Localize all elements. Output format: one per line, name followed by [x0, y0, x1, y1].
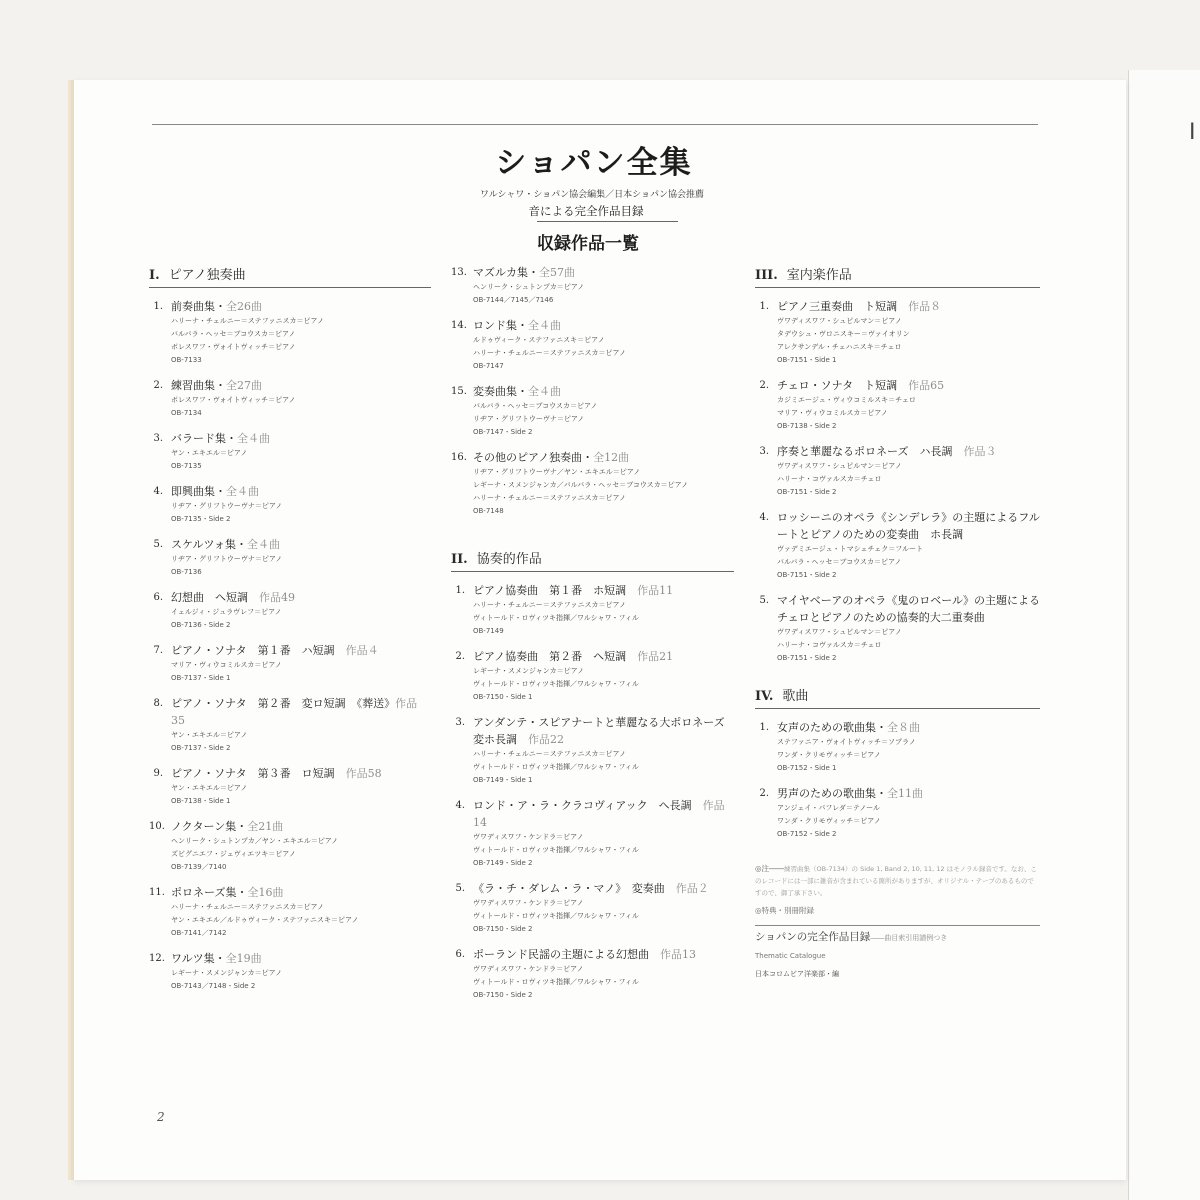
work-number: 作品21 — [637, 650, 674, 663]
item-title — [473, 264, 734, 281]
performer-line: ヤン・エキエル＝ピアノ — [171, 731, 248, 739]
performer-line: ハリーナ・チェルニー＝ステファニスカ＝ピアノ — [171, 903, 324, 911]
item-number: 1. — [759, 722, 769, 733]
item-title — [473, 383, 734, 400]
work-number: 作品11 — [637, 584, 674, 597]
performer-line: ヴワディスワフ・ケンドラ＝ピアノ — [473, 899, 584, 907]
catalogue-block — [755, 925, 1040, 980]
performer-line: マリア・ヴィウコミルスカ＝ピアノ — [777, 409, 888, 417]
work-number: 作品２ — [675, 882, 709, 895]
list-item — [149, 950, 431, 993]
performer-line: バルバラ・ヘッセ＝ブコウスカ＝ピアノ — [473, 402, 598, 410]
item-title — [473, 449, 734, 466]
section-heading — [451, 548, 734, 572]
item-number: 2. — [759, 788, 769, 799]
item-number: 12. — [149, 953, 165, 964]
notes-block — [755, 863, 1040, 980]
item-title — [171, 589, 431, 606]
facing-page-fragment: I — [1189, 120, 1196, 145]
list-item — [755, 719, 1040, 775]
list-item — [149, 377, 431, 420]
section-title: 歌曲 — [782, 689, 809, 704]
section-heading — [755, 264, 1040, 288]
item-title-text: ノクターン集・ — [171, 820, 248, 833]
section-title: ピアノ独奏曲 — [168, 268, 246, 283]
item-title-text: ピアノ三重奏曲 ト短調 — [777, 300, 909, 313]
performer-line: アレクサンデル・チェハニスキ＝チェロ — [777, 343, 902, 351]
performer-line: ワンダ・クリモヴィッチ＝ピアノ — [777, 751, 881, 759]
item-title — [777, 509, 1040, 543]
work-number: 全26曲 — [226, 300, 262, 313]
item-title-text: チェロ・ソナタ ト短調 — [777, 379, 909, 392]
item-title-text: ロンド・ア・ラ・クラコヴィアック ヘ長調 — [473, 799, 703, 812]
page-title: ショパン全集 — [495, 145, 693, 181]
performer-line: リヂア・グリフトウーヴナ／ヤン・エキエル＝ピアノ — [473, 468, 641, 476]
item-number: 2. — [455, 651, 465, 662]
item-title-text: ピアノ協奏曲 第２番 ヘ短調 — [473, 650, 638, 663]
performer-line: イェルジィ・ジュラヴレフ＝ピアノ — [171, 608, 282, 616]
catalogue-number: OB-7151・Side 2 — [777, 488, 837, 496]
performer-line: ハリーナ・コヴァルスカ＝チェロ — [777, 641, 882, 649]
item-title-text: マイヤベーアのオペラ《鬼のロベール》の主題による チェロとピアノのための協奏的大二重奏曲 — [777, 594, 1052, 624]
item-title — [777, 719, 1040, 736]
page-number: 2 — [157, 1110, 165, 1124]
performer-line: ヴィトールド・ロヴィツキ指揮／ワルシャワ・フィル — [473, 978, 639, 986]
work-number: 全11曲 — [887, 787, 923, 800]
catalogue-number: OB-7151・Side 2 — [777, 654, 837, 662]
item-title — [777, 298, 1040, 315]
item-title — [777, 377, 1040, 394]
item-title-text: 幻想曲 ヘ短調 — [171, 591, 259, 604]
catalogue-number: OB-7133 — [171, 356, 202, 364]
item-title-text: その他のピアノ独奏曲・ — [473, 451, 594, 464]
item-title-text: バラード集・ — [171, 432, 237, 445]
item-title-text: 変奏曲集・ — [473, 385, 528, 398]
performer-line: バルバラ・ヘッセ＝ブコウスカ＝ピアノ — [777, 558, 902, 566]
publisher: 日本コロムビア洋楽部・編 — [755, 970, 839, 978]
catalogue-number: OB-7149・Side 2 — [473, 859, 533, 867]
performer-line: ハリーナ・コヴァルスカ＝チェロ — [777, 475, 882, 483]
list-item — [149, 695, 431, 755]
work-number: 作品65 — [908, 379, 945, 392]
catalogue-number: OB-7150・Side 2 — [473, 925, 533, 933]
performer-line: リヂア・グリフトウーヴナ＝ピアノ — [171, 555, 283, 563]
item-title-text: 前奏曲集・ — [171, 300, 226, 313]
top-rule — [152, 124, 1038, 125]
work-number: 全４曲 — [226, 485, 259, 498]
list-item — [451, 582, 734, 638]
performer-line: ヤン・エキエル／ルドゥヴィーク・ステファニスキ＝ピアノ — [171, 916, 359, 924]
performer-line: ヤン・エキエル＝ピアノ — [171, 784, 248, 792]
item-number: 4. — [455, 800, 465, 811]
item-title-text: ピアノ協奏曲 第１番 ホ短調 — [473, 584, 638, 597]
list-item — [149, 483, 431, 526]
item-number: 1. — [759, 301, 769, 312]
performer-line: ヴァデミエージュ・トマシェチェク＝フルート — [777, 545, 924, 553]
performer-line: レギーナ・スメンジャンカ＝ピアノ — [171, 969, 283, 977]
item-title-text: 女声のための歌曲集・ — [777, 721, 887, 734]
item-number: 6. — [455, 949, 465, 960]
item-title — [473, 317, 734, 334]
work-number: 作品４ — [345, 644, 379, 657]
work-number: 全４曲 — [528, 319, 561, 332]
item-title-text: ピアノ・ソナタ 第２番 変ロ短調 《葬送》 — [171, 697, 396, 710]
performer-line: ハリーナ・チェルニー＝ステファニスカ＝ピアノ — [473, 601, 626, 609]
performer-line: ズビグニエフ・ジェヴィエツキ＝ピアノ — [171, 850, 296, 858]
item-title — [171, 884, 431, 901]
catalogue-number: OB-7136・Side 2 — [171, 621, 231, 629]
item-title — [777, 443, 1040, 460]
work-number: 全19曲 — [225, 952, 262, 965]
item-title-text: 練習曲集・ — [171, 379, 226, 392]
note — [755, 863, 1040, 899]
listing-title: 収録作品一覧 — [537, 234, 639, 254]
performer-line: リヂア・グリフトウーヴナ＝ピアノ — [473, 415, 585, 423]
item-title-text: ロンド集・ — [473, 319, 528, 332]
item-title-text: ワルツ集・ — [171, 952, 226, 965]
note-label: ◎注―― — [755, 864, 785, 873]
performer-line: ヴワディスワフ・ケンドラ＝ピアノ — [473, 833, 584, 841]
work-number: 作品49 — [259, 591, 295, 604]
performer-line: アンジェイ・パフレダ＝テノール — [777, 804, 881, 812]
section-number: I. — [149, 268, 160, 283]
item-title — [777, 592, 1052, 626]
column-1 — [149, 264, 431, 1003]
item-number: 3. — [153, 433, 163, 444]
catalogue-number: OB-7149 — [473, 627, 504, 635]
item-number: 10. — [149, 821, 165, 832]
work-number: 作品35 — [171, 697, 418, 727]
catalogue-title-line — [755, 931, 1040, 944]
work-number: 全57曲 — [539, 266, 575, 279]
item-title — [171, 483, 431, 500]
item-title — [171, 818, 431, 835]
item-number: 5. — [759, 595, 769, 606]
work-number: 作品３ — [963, 445, 997, 458]
performer-line: ハリーナ・チェルニー＝ステファニスカ＝ピアノ — [473, 349, 626, 357]
item-title-text: ロッシーニのオペラ《シンデレラ》の主題によるフルートとピアノのための変奏曲 ホ長調 — [777, 511, 1040, 541]
item-title-text: スケルツォ集・ — [171, 538, 248, 551]
item-number: 3. — [759, 446, 769, 457]
work-number: 全８曲 — [887, 721, 920, 734]
list-item — [149, 298, 431, 367]
list-item — [149, 818, 431, 874]
list-item — [451, 880, 734, 936]
catalogue-number: OB-7151・Side 1 — [777, 356, 837, 364]
item-title — [473, 880, 734, 897]
performer-line: ヴワディスワフ・シュピルマン＝ピアノ — [777, 462, 902, 470]
list-item — [755, 377, 1040, 433]
catalogue-number: OB-7147・Side 2 — [473, 428, 533, 436]
work-number: 作品22 — [528, 733, 564, 746]
list-item — [149, 430, 431, 473]
item-number: 14. — [451, 320, 467, 331]
page-subtitle: ワルシャワ・ショパン協会編集／日本ショパン協会推薦 — [480, 190, 704, 200]
catalogue-number: OB-7150・Side 2 — [473, 991, 533, 999]
list-item — [755, 443, 1040, 499]
bonus-label: ◎特典・別冊附録 — [755, 906, 815, 915]
performer-line: ワンダ・クリモヴィッチ＝ピアノ — [777, 817, 881, 825]
performer-line: ハリーナ・チェルニー＝ステファニスカ＝ピアノ — [171, 317, 324, 325]
catalogue-number: OB-7137・Side 2 — [171, 744, 231, 752]
item-number: 2. — [153, 380, 163, 391]
section-number: II. — [451, 552, 468, 567]
catalogue-number: OB-7149・Side 1 — [473, 776, 533, 784]
performer-line: レギーナ・スメンジャンカ／バルバラ・ヘッセ＝ブコウスカ＝ピアノ — [473, 481, 689, 489]
catalogue-number: OB-7148 — [473, 507, 504, 515]
catalogue-number: OB-7135・Side 2 — [171, 515, 231, 523]
item-title — [473, 946, 734, 963]
item-title — [777, 785, 1040, 802]
performer-line: ヴワディスワフ・シュピルマン＝ピアノ — [777, 628, 902, 636]
item-title — [473, 714, 734, 748]
item-title-text: マズルカ集・ — [473, 266, 539, 279]
performer-line: タデウシュ・ヴロニスキー＝ヴァイオリン — [777, 330, 910, 338]
item-number: 5. — [455, 883, 465, 894]
item-title-text: 《ラ・チ・ダレム・ラ・マノ》 変奏曲 — [473, 882, 676, 895]
catalogue-note: ――曲目索引用譜例つき — [870, 934, 948, 942]
item-title — [171, 536, 431, 553]
item-number: 1. — [153, 301, 163, 312]
performer-line: ヴィトールド・ロヴィツキ指揮／ワルシャワ・フィル — [473, 846, 639, 854]
item-number: 16. — [451, 452, 467, 463]
section-title: 室内楽作品 — [786, 268, 852, 283]
catalogue-number: OB-7150・Side 1 — [473, 693, 533, 701]
performer-line: レギーナ・スメンジャンカ＝ピアノ — [473, 667, 585, 675]
performer-line: ヴィトールド・ロヴィツキ指揮／ワルシャワ・フィル — [473, 680, 639, 688]
note-text: 練習曲集（OB-7134）の Side 1, Band 2, 10, 11, 12 はモノラル録音です。なお、このレコードには一部に雑音が含まれている箇所がありますが、オリジナル・テープのあるものですので、御了承下さい。 — [755, 865, 1037, 897]
performer-line: カジミエージュ・ヴィウコミルスキ＝チェロ — [777, 396, 916, 404]
item-number: 8. — [153, 698, 163, 709]
item-number: 1. — [455, 585, 465, 596]
catalogue-number: OB-7138・Side 1 — [171, 797, 231, 805]
item-title — [171, 298, 431, 315]
work-number: 作品８ — [908, 300, 942, 313]
catalogue-english: Thematic Catalogue — [755, 952, 826, 960]
item-number: 6. — [153, 592, 163, 603]
item-number: 15. — [451, 386, 467, 397]
item-number: 2. — [759, 380, 769, 391]
work-number: 全４曲 — [247, 538, 281, 551]
performer-line: リヂア・グリフトウーヴナ＝ピアノ — [171, 502, 283, 510]
catalogue-number: OB-7152・Side 1 — [777, 764, 837, 772]
item-title-text: ピアノ・ソナタ 第３番 ロ短調 — [171, 767, 346, 780]
catalogue-number: OB-7141／7142 — [171, 929, 227, 937]
section-number: III. — [755, 268, 778, 283]
column-2 — [451, 264, 734, 1012]
item-title — [473, 582, 734, 599]
item-title-text: アンダンテ・スピアナートと華麗なる大ポロネーズ 変ホ長調 — [473, 716, 736, 746]
performer-line: ヴワディスワフ・シュピルマン＝ピアノ — [777, 317, 902, 325]
catalogue-number: OB-7137・Side 1 — [171, 674, 231, 682]
performer-line: ヴィトールド・ロヴィツキ指揮／ワルシャワ・フィル — [473, 912, 639, 920]
list-item — [451, 946, 734, 1002]
item-title-text: ピアノ・ソナタ 第１番 ハ短調 — [171, 644, 346, 657]
item-number: 7. — [153, 645, 163, 656]
item-title — [171, 642, 431, 659]
item-title — [473, 648, 734, 665]
catalogue-number: OB-7136 — [171, 568, 202, 576]
work-number: 全12曲 — [593, 451, 630, 464]
item-title-text: 即興曲集・ — [171, 485, 226, 498]
performer-line: ヘンリーク・シュトンプカ／ヤン・エキエル＝ピアノ — [171, 837, 339, 845]
catalogue-number: OB-7143／7148・Side 2 — [171, 982, 256, 990]
section-title: 協奏的作品 — [476, 552, 542, 567]
list-item — [149, 589, 431, 632]
item-title — [171, 765, 431, 782]
title-rule — [537, 221, 678, 222]
work-number: 全21曲 — [247, 820, 284, 833]
list-item — [451, 797, 734, 870]
section-heading — [755, 685, 1040, 709]
item-title — [473, 797, 734, 831]
performer-line: ハリーナ・チェルニー＝ステファニスカ＝ピアノ — [473, 494, 626, 502]
performer-line: ルドゥヴィーク・ステファニスキ＝ピアノ — [473, 336, 605, 344]
performer-line: バルバラ・ヘッセ＝ブコウスカ＝ピアノ — [171, 330, 296, 338]
catalogue-title: ショパンの完全作品目録 — [755, 931, 871, 943]
list-item — [451, 264, 734, 307]
catalogue-number: OB-7152・Side 2 — [777, 830, 837, 838]
item-number: 4. — [759, 512, 769, 523]
item-title — [171, 695, 431, 729]
work-number: 全16曲 — [247, 886, 284, 899]
item-title — [171, 430, 431, 447]
list-item — [451, 449, 734, 518]
performer-line: ヴィトールド・ロヴィツキ指揮／ワルシャワ・フィル — [473, 763, 639, 771]
list-item — [149, 536, 431, 579]
performer-line: ヘンリーク・シュトンプカ＝ピアノ — [473, 283, 585, 291]
performer-line: ヴワディスワフ・ケンドラ＝ピアノ — [473, 965, 584, 973]
list-item — [755, 785, 1040, 841]
work-number: 全４曲 — [237, 432, 270, 445]
performer-line: ボレスワフ・ヴォイトヴィッチ＝ピアノ — [171, 396, 296, 404]
performer-line: ステファニア・ヴォイトヴィッチ＝ソプラノ — [777, 738, 916, 746]
performer-line: マリア・ヴィウコミルスカ＝ピアノ — [171, 661, 282, 669]
column-3 — [755, 264, 1052, 980]
list-item — [451, 383, 734, 439]
work-number: 作品14 — [473, 799, 725, 829]
catalogue-number: OB-7138・Side 2 — [777, 422, 837, 430]
work-number: 全27曲 — [226, 379, 262, 392]
list-item — [149, 884, 431, 940]
catalogue-number: OB-7147 — [473, 362, 504, 370]
item-number: 11. — [149, 887, 165, 898]
section-number: IV. — [755, 689, 774, 704]
performer-line: ヴィトールド・ロヴィツキ指揮／ワルシャワ・フィル — [473, 614, 639, 622]
item-title — [171, 377, 431, 394]
list-item — [149, 642, 431, 685]
item-title-text: 男声のための歌曲集・ — [777, 787, 887, 800]
section-heading — [149, 264, 431, 288]
catalogue-number: OB-7135 — [171, 462, 202, 470]
list-item — [755, 592, 1052, 665]
list-item — [451, 648, 734, 704]
catalogue-number: OB-7151・Side 2 — [777, 571, 837, 579]
item-number: 4. — [153, 486, 163, 497]
catalogue-number: OB-7144／7145／7146 — [473, 296, 554, 304]
performer-line: ハリーナ・チェルニー＝ステファニスカ＝ピアノ — [473, 750, 626, 758]
list-item — [149, 765, 431, 808]
item-title-text: ポーランド民謡の主題による幻想曲 — [473, 948, 660, 961]
list-item — [755, 509, 1040, 582]
item-number: 3. — [455, 717, 465, 728]
work-number: 作品58 — [345, 767, 382, 780]
item-title-text: ポロネーズ集・ — [171, 886, 248, 899]
list-item — [451, 714, 734, 787]
item-number: 5. — [153, 539, 163, 550]
catalogue-number: OB-7134 — [171, 409, 202, 417]
list-item — [451, 317, 734, 373]
item-title — [171, 950, 431, 967]
work-number: 全４曲 — [528, 385, 561, 398]
item-title-text: 序奏と華麗なるポロネーズ ハ長調 — [777, 445, 964, 458]
list-item — [755, 298, 1040, 367]
performer-line: ボレスワフ・ヴォイトヴィッチ＝ピアノ — [171, 343, 296, 351]
item-number: 13. — [451, 267, 467, 278]
item-number: 9. — [153, 768, 163, 779]
work-number: 作品13 — [660, 948, 696, 961]
catalogue-number: OB-7139／7140 — [171, 863, 227, 871]
performer-line: ヤン・エキエル＝ピアノ — [171, 449, 248, 457]
page-subtitle-2: 音による完全作品目録 — [528, 204, 644, 218]
